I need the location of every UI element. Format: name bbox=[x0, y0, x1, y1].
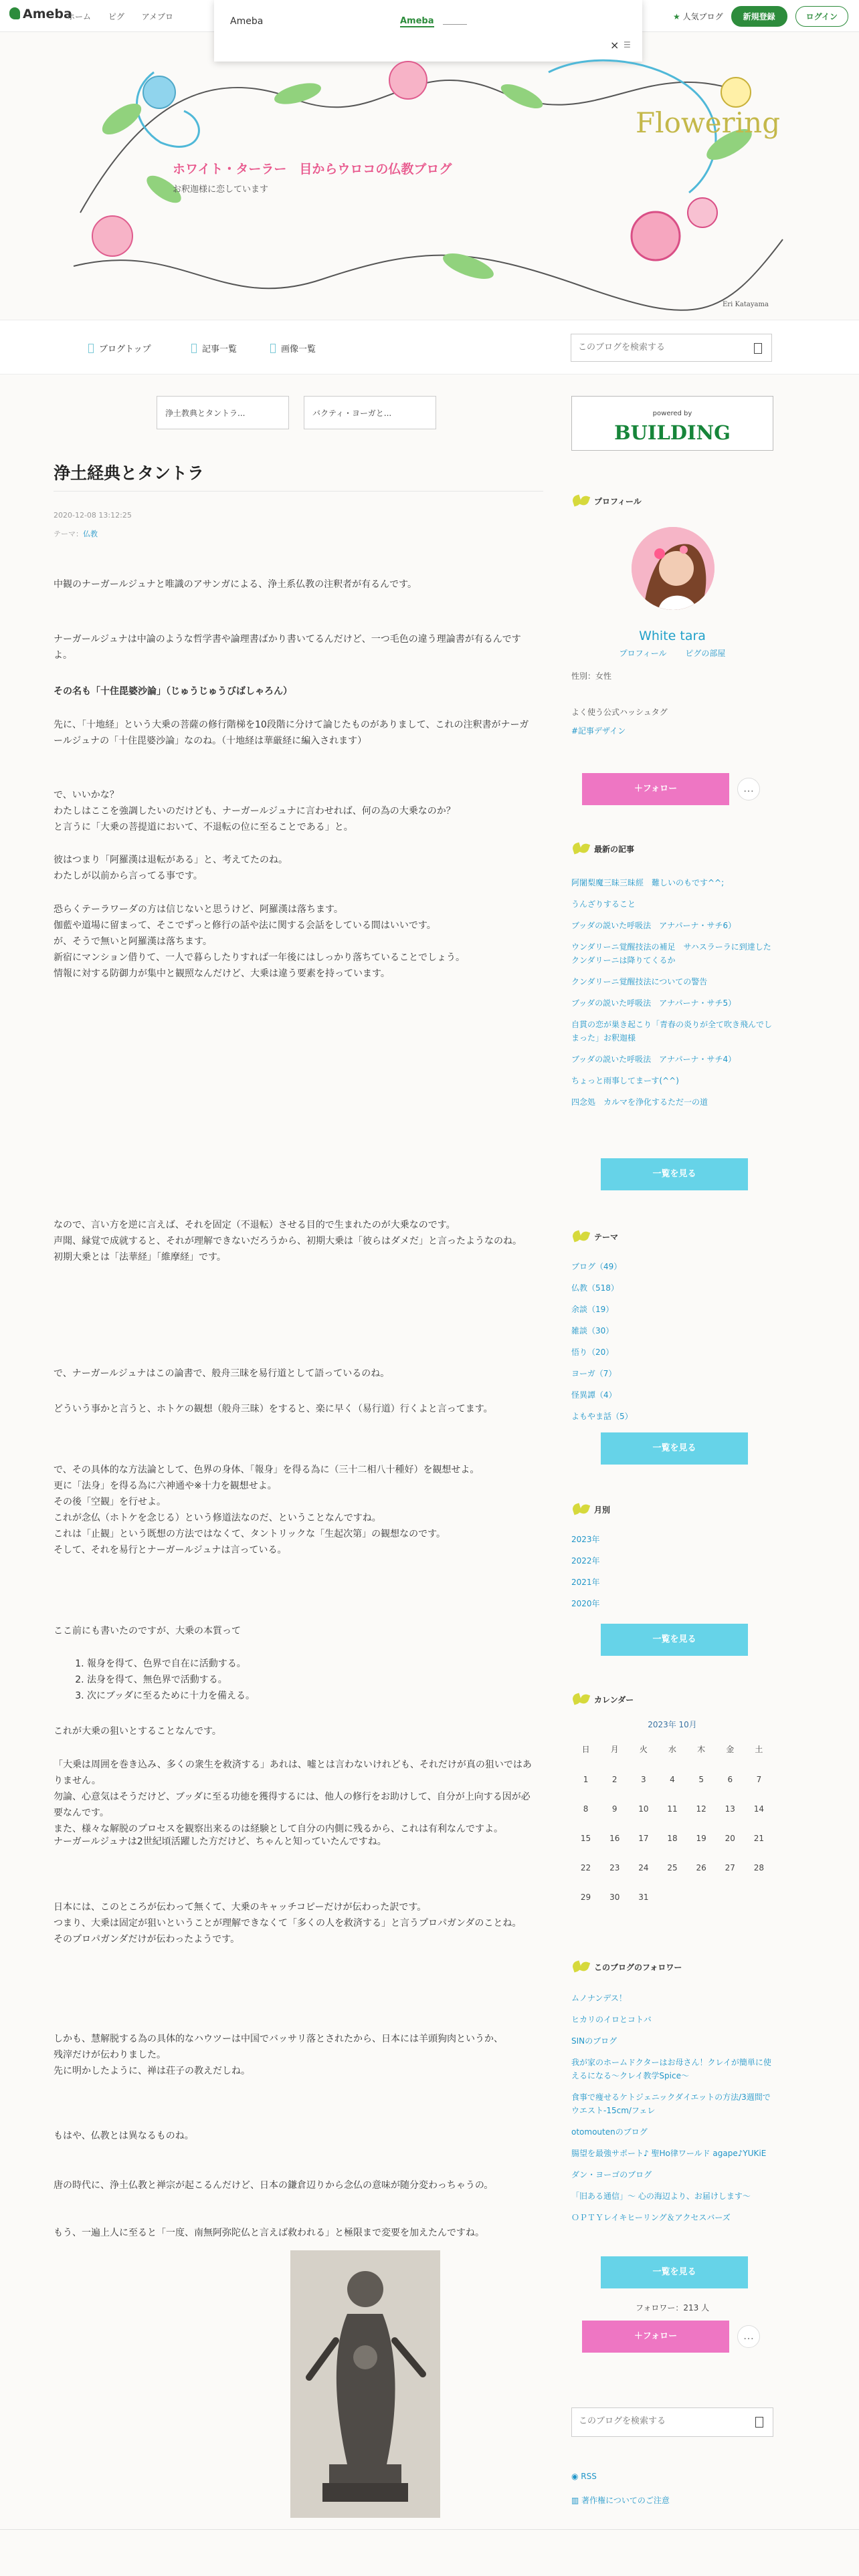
article-paragraph-15: ナーガールジュナは2世紀頃活躍した方だけど、ちゃんと知っていたんですね。 bbox=[54, 1836, 387, 1847]
calendar-day[interactable]: 26 bbox=[696, 1863, 706, 1872]
blog-title[interactable]: ホワイト・ターラー 目からウロコの仏教ブログ bbox=[173, 162, 452, 177]
hashtag-link[interactable]: #記事デザイン bbox=[571, 726, 626, 736]
calendar-day[interactable]: 21 bbox=[753, 1834, 765, 1843]
latest-article-link[interactable]: 阿闍梨魔三昧三昧經 難しいのもです^^; bbox=[571, 878, 725, 887]
weekday-mon: 月 bbox=[610, 1745, 619, 1754]
profile-heading bbox=[571, 495, 642, 507]
mahayana-list bbox=[63, 1656, 255, 1704]
copyright-notice-label: 著作権についてのご注意 bbox=[581, 2496, 670, 2505]
latest-articles-list bbox=[571, 876, 773, 1117]
calendar-day[interactable]: 2 bbox=[611, 1775, 617, 1784]
title-divider bbox=[54, 491, 543, 492]
powered-by-building[interactable] bbox=[571, 396, 773, 451]
login-button[interactable]: ログイン bbox=[795, 6, 848, 27]
theme-heading-text: テーマ bbox=[594, 1232, 619, 1242]
rss-label: RSS bbox=[581, 2472, 597, 2481]
blog-description: お釈迦様に恋しています bbox=[173, 185, 269, 195]
calendar-day[interactable]: 13 bbox=[725, 1804, 735, 1814]
calendar-day[interactable]: 16 bbox=[609, 1834, 620, 1843]
calendar-day[interactable]: 28 bbox=[753, 1863, 765, 1872]
calendar-day[interactable]: 1 bbox=[583, 1775, 589, 1784]
close-icon[interactable]: × bbox=[610, 39, 619, 51]
sidebar-search[interactable] bbox=[571, 2407, 773, 2437]
ameba-logo-icon bbox=[9, 7, 20, 19]
ameba-logo[interactable] bbox=[9, 7, 72, 21]
nav-blog-top-label: ブログトップ bbox=[99, 344, 151, 354]
follower-link[interactable]: ダン・ヨーゴのブログ bbox=[571, 2170, 652, 2179]
buddha-statue-image bbox=[290, 2250, 440, 2518]
signup-button[interactable]: 新規登録 bbox=[731, 6, 787, 27]
image-list-icon bbox=[270, 344, 276, 353]
calendar-heading bbox=[571, 1693, 634, 1705]
weekday-sun: 日 bbox=[581, 1745, 590, 1754]
ameba-brand: Ameba bbox=[23, 7, 72, 21]
month-link[interactable]: 2021年 bbox=[571, 1578, 600, 1587]
gender-info: 性別：女性 bbox=[571, 671, 612, 681]
month-link[interactable]: 2020年 bbox=[571, 1599, 600, 1608]
building-logo-text: BUILDING bbox=[614, 421, 731, 444]
statue-illustration bbox=[290, 2250, 440, 2518]
mahayana-list-item-3: 3. 次にブッダに至るために十力を備える。 bbox=[87, 1688, 255, 1704]
followers-list-button[interactable]: 一覧を見る bbox=[601, 2256, 748, 2288]
article-paragraph-14: 「大乗は周囲を巻き込み、多くの衆生を救済する」あれは、嘘とは言わないけれども、それだけが真の狙いではありません。 勿論、心意気はそうだけど、ブッダに至る功徳を獲得するには、他人の修行をお助けして、自分が上向する因が必要なんです。 また、様々な解脱のプロセスを観察出来るのは経験として自分の内側に残るから、これは有利なんですよ。 bbox=[54, 1759, 532, 1834]
header-art-title: Flowering bbox=[636, 106, 781, 139]
article-theme bbox=[54, 528, 98, 539]
follower-link[interactable]: SINのブログ bbox=[571, 2036, 617, 2046]
nav-image-list-label: 画像一覧 bbox=[281, 344, 316, 354]
search-icon[interactable] bbox=[754, 343, 762, 354]
article-paragraph-4: 先に、「十地経」という大乗の菩薩の修行階梯を10段階に分けて論じたものがありまして、これの注釈書がナーガールジュナの「十住毘婆沙論」なのね。（十地経は華厳経に編入されます） bbox=[54, 720, 529, 746]
month-link[interactable]: 2022年 bbox=[571, 1556, 600, 1566]
latest-article-link[interactable]: 自貫の恋が巣き起こり「青春の炎りが全て吹き飛んでしまった」お釈迦様 bbox=[571, 1020, 773, 1043]
calendar-day[interactable]: 17 bbox=[638, 1834, 649, 1843]
follower-link[interactable]: otomoutenのブログ bbox=[571, 2127, 648, 2137]
notice-icon: ▥ bbox=[571, 2496, 582, 2505]
article-paragraph-6: 彼はつまり「阿羅漢は退転がある」と、考えてたのね。 わたしが以前から言ってる事です。 bbox=[54, 855, 288, 881]
weekday-tue: 火 bbox=[639, 1745, 648, 1754]
article-paragraph-13: これが大乗の狙いとすることなんです。 bbox=[54, 1726, 221, 1737]
article-paragraph-3: その名も「十住毘婆沙論」（じゅうじゅうびばしゃろん） bbox=[54, 686, 292, 697]
article-paragraph-12: ここ前にも書いたのですが、大乗の本質って bbox=[54, 1626, 241, 1636]
nav-blog-top[interactable] bbox=[88, 342, 151, 354]
calendar-day[interactable]: 23 bbox=[609, 1863, 620, 1872]
article-paragraph-17: しかも、慧解脱する為の具体的なハウツーは中国でバッサリ落とされたから、日本には羊頭狗肉というか、 残滓だけが伝わりました。 先に明かしたように、禅は荘子の教えだしね。 bbox=[54, 2034, 503, 2076]
top-right-actions bbox=[673, 6, 848, 27]
latest-article-link[interactable]: ブッダの説いた呼吸法 アナパーナ・サチ6） bbox=[571, 921, 737, 930]
top-nav-home[interactable]: ホーム bbox=[67, 12, 92, 21]
calendar-day[interactable]: 31 bbox=[638, 1893, 649, 1902]
leaf-icon bbox=[571, 1230, 590, 1243]
calendar-day[interactable]: 9 bbox=[611, 1804, 617, 1814]
article-title: 浄土経典とタントラ bbox=[54, 463, 205, 483]
blog-search-input[interactable] bbox=[578, 342, 745, 352]
popular-blog-link[interactable] bbox=[673, 11, 723, 22]
theme-item-link[interactable]: 悟り（20） bbox=[571, 1348, 614, 1357]
article-list-icon bbox=[191, 344, 197, 353]
profile-links bbox=[571, 647, 773, 659]
follower-link[interactable]: ＯＰＴＹレイキヒーリング＆アクセスバーズ bbox=[571, 2213, 731, 2222]
star-icon: ★ bbox=[672, 12, 680, 21]
profile-heading-text: プロフィール bbox=[594, 497, 642, 506]
followers-heading bbox=[571, 1961, 682, 1973]
latest-articles-heading-text: 最新の記事 bbox=[594, 845, 635, 854]
search-icon[interactable] bbox=[755, 2417, 763, 2428]
followers-heading-text: このブログのフォロワー bbox=[594, 1963, 682, 1972]
calendar-day[interactable]: 5 bbox=[698, 1775, 704, 1784]
profile-avatar[interactable] bbox=[632, 527, 714, 610]
follower-link[interactable]: 食事で痩せるケトジェニックダイエットの方法/3週間でウエスト-15cm/フェレ bbox=[571, 2092, 771, 2115]
calendar-day[interactable]: 10 bbox=[638, 1804, 649, 1814]
related-article-2[interactable]: バクティ・ヨーガと... bbox=[304, 396, 436, 429]
theme-label: テーマ： bbox=[54, 530, 83, 538]
top-nav-pig[interactable]: ピグ bbox=[108, 12, 124, 21]
calendar-heading-text: カレンダー bbox=[594, 1695, 634, 1705]
article-paragraph-11: で、その具体的な方法論として、色界の身体、「報身」を得る為に（三十二相八十種好）を観想せよ。 更に「法身」を得る為に六神通や※十力を観想せよ。 その後「空観」を行せよ。 これが念仏（ホトケを念じる）という修道法なのだ、ということなんですね。 これは「止観」という既想の方法ではなくて、タントリックな「生起次第」の観想なのです。 そして、それを易行とナーガールジュナは言っている。 bbox=[54, 1465, 480, 1555]
leaf-icon bbox=[571, 843, 590, 855]
weekday-sat: 土 bbox=[755, 1745, 763, 1754]
theme-heading bbox=[571, 1230, 618, 1243]
theme-item-link[interactable]: ヨーガ（7） bbox=[571, 1369, 617, 1378]
calendar-day[interactable]: 4 bbox=[670, 1775, 675, 1784]
article-paragraph-18: もはや、仏教とは異なるものね。 bbox=[54, 2131, 194, 2141]
follower-link[interactable]: 「旧ある通信」〜 心の海辺より、お届けします〜 bbox=[571, 2191, 751, 2201]
popup-tab[interactable]: Ameba bbox=[400, 16, 434, 26]
month-link[interactable]: 2023年 bbox=[571, 1535, 600, 1544]
latest-article-link[interactable]: 四念処 カルマを浄化するただ一の道 bbox=[571, 1097, 708, 1107]
calendar-day[interactable]: 27 bbox=[725, 1863, 735, 1872]
calendar-day[interactable]: 30 bbox=[609, 1893, 620, 1902]
monthly-heading-text: 月別 bbox=[594, 1505, 611, 1515]
top-nav-ameblo[interactable]: アメブロ bbox=[141, 12, 173, 21]
popup-divider bbox=[443, 24, 467, 25]
follower-link[interactable]: ヒカリのイロとコトバ bbox=[571, 2015, 652, 2024]
latest-article-link[interactable]: ちょっと雨事してまーす(^^) bbox=[571, 1076, 679, 1085]
weekday-wed: 水 bbox=[668, 1745, 676, 1754]
latest-articles-heading bbox=[571, 843, 634, 855]
article-paragraph-20: もう、一遍上人に至ると「一度、南無阿弥陀仏と言えば救われる」と極限まで変要を加えたんですね。 bbox=[54, 2228, 484, 2238]
nav-image-list[interactable] bbox=[270, 342, 316, 354]
nav-article-list[interactable] bbox=[191, 342, 237, 354]
calendar-month: 2023年 10月 bbox=[648, 1720, 697, 1729]
mahayana-list-item-2: 2. 法身を得て、無色界で活動する。 bbox=[87, 1672, 255, 1688]
calendar-day[interactable]: 29 bbox=[580, 1893, 591, 1902]
article-paragraph-16: 日本には、このところが伝わって無くて、大乗のキャッチコピーだけが伝わった訳です。 つまり、大乗は固定が狙いということが理解できなくて「多くの人を救済する」と言うプロパガンダのことね。 そのプロパガンダだけが伝わったようです。 bbox=[54, 1902, 522, 1945]
article-paragraph-5: で、いいかな？ わたしはここを強調したいのだけども、ナーガールジュナに言わせれば、何の為の大乗なのか？ と言うに「大乗の菩提道において、不退転の位に至ることである」と。 bbox=[54, 790, 456, 833]
calendar-day[interactable]: 7 bbox=[756, 1775, 762, 1784]
article-paragraph-1: 中観のナーガールジュナと唯識のアサンガによる、浄土系仏教の注釈者が有るんです。 bbox=[54, 579, 417, 590]
calendar-day[interactable]: 20 bbox=[725, 1834, 735, 1843]
latest-article-link[interactable]: うんざりすること bbox=[571, 899, 636, 909]
latest-list-button[interactable]: 一覧を見る bbox=[601, 1158, 748, 1190]
follow-button[interactable]: ＋フォロー bbox=[582, 773, 729, 805]
theme-item-link[interactable]: 余談（19） bbox=[571, 1305, 614, 1314]
calendar-day[interactable]: 25 bbox=[667, 1863, 678, 1872]
latest-article-link[interactable]: ウンダリーニ覚醒技法の補足 サハスラーラに到達したクンダリーニは降りてくるか bbox=[571, 942, 771, 965]
rss-link[interactable] bbox=[571, 2472, 597, 2481]
artist-signature: Eri Katayama bbox=[723, 301, 769, 308]
calendar-day[interactable]: 22 bbox=[580, 1863, 591, 1872]
footer-divider bbox=[0, 2529, 859, 2530]
calendar-day[interactable]: 11 bbox=[667, 1804, 678, 1814]
article-paragraph-2: ナーガールジュナは中論のような哲学書や論理書ばかり書いてるんだけど、一つ毛色の違う理論書が有るんですよ。 bbox=[54, 634, 521, 661]
followers-list bbox=[571, 1992, 773, 2232]
calendar-day[interactable]: 12 bbox=[696, 1804, 706, 1814]
article-paragraph-10: どういう事かと言うと、ホトケの観想（般舟三昧）をすると、楽に早く（易行道）行くよと言ってます。 bbox=[54, 1404, 493, 1414]
related-article-boxes bbox=[157, 396, 436, 429]
latest-article-link[interactable]: ブッダの説いた呼吸法 アナパーナ・サチ5） bbox=[571, 998, 737, 1008]
theme-list-button[interactable]: 一覧を見る bbox=[601, 1432, 748, 1465]
avatar-portrait bbox=[632, 527, 714, 610]
nav-article-list-label: 記事一覧 bbox=[202, 344, 237, 354]
monthly-list bbox=[571, 1533, 773, 1618]
article-paragraph-9: で、ナーガールジュナはこの論書で、般舟三昧を易行道として語っているのね。 bbox=[54, 1368, 390, 1379]
monthly-list-button[interactable]: 一覧を見る bbox=[601, 1624, 748, 1656]
weekday-thu: 木 bbox=[697, 1745, 706, 1754]
related-article-1[interactable]: 浄土教典とタントラ... bbox=[157, 396, 289, 429]
popular-blog-label: 人気ブログ bbox=[682, 12, 723, 21]
leaf-icon bbox=[571, 1693, 590, 1705]
calendar bbox=[571, 1719, 773, 1902]
theme-item-link[interactable]: ブログ（49） bbox=[571, 1262, 622, 1271]
latest-article-link[interactable]: ブッダの説いた呼吸法 アナパーナ・サチ4） bbox=[571, 1055, 737, 1064]
theme-item-link[interactable]: よもやま話（5） bbox=[571, 1412, 633, 1421]
theme-item-link[interactable]: 仏教（518） bbox=[571, 1283, 619, 1293]
article-paragraph-8: なので、言い方を逆に言えば、それを固定（不退転）させる目的で生まれたのが大乗なのです。 声聞、縁覚で成就すると、それが理解できないだろうから、初期大乗は「彼らはダメだ」と言ったようなのね。 初期大乗とは「法華経」「維摩経」です。 bbox=[54, 1220, 522, 1263]
powered-small-text: powered by bbox=[652, 410, 692, 417]
article-paragraph-19: 唐の時代に、浄土仏教と禅宗が起こるんだけど、日本の鎌倉辺りから念仏の意味が随分変わっちゃうの。 bbox=[54, 2180, 494, 2191]
article-paragraph-7: 恐らくテーラワーダの方は信じないと思うけど、阿羅漢は落ちます。 伽藍や道場に留まって、そこでずっと修行の話や法に関する会話をしている間はいいです。 が、そうで無いと阿羅漢は落ちます。 新宿にマンション借りて、一人で暮らしたりすれば一年後にはしっかり落ちていることでしょう。 情報に対する防御力が集中と観照なんだけど、大乗は違う要素を持っています。 bbox=[54, 904, 465, 979]
calendar-day[interactable]: 18 bbox=[667, 1834, 678, 1843]
theme-list bbox=[571, 1260, 773, 1431]
blog-navigation bbox=[0, 320, 859, 374]
weekday-fri: 金 bbox=[726, 1745, 735, 1754]
top-navigation bbox=[67, 11, 188, 22]
follow-button-bottom[interactable]: ＋フォロー bbox=[582, 2321, 729, 2353]
latest-article-link[interactable]: クンダリーニ覚醒技法についての警告 bbox=[571, 977, 708, 986]
menu-icon[interactable]: ☰ bbox=[624, 40, 631, 49]
theme-item-link[interactable]: 怪異譚（4） bbox=[571, 1390, 617, 1400]
profile-link[interactable]: プロフィール bbox=[619, 649, 667, 658]
calendar-day[interactable]: 19 bbox=[696, 1834, 706, 1843]
article-date: 2020-12-08 13:12:25 bbox=[54, 511, 132, 520]
sidebar-search-input[interactable] bbox=[579, 2416, 746, 2426]
more-options-button[interactable]: … bbox=[737, 778, 760, 800]
theme-item-link[interactable]: 雑談（30） bbox=[571, 1326, 614, 1335]
leaf-icon bbox=[571, 1503, 590, 1515]
calendar-day[interactable]: 8 bbox=[583, 1804, 589, 1814]
blog-top-icon bbox=[88, 344, 94, 353]
follower-link[interactable]: ムノナンデス！ bbox=[571, 1994, 627, 2003]
blog-search[interactable] bbox=[571, 334, 772, 362]
rss-icon: ◉ bbox=[571, 2472, 581, 2481]
profile-name[interactable]: White tara bbox=[639, 629, 706, 643]
header-flower-illustration bbox=[60, 45, 799, 313]
pig-room-link[interactable]: ピグの部屋 bbox=[685, 649, 726, 658]
calendar-day[interactable]: 15 bbox=[580, 1834, 591, 1843]
popup-brand: Ameba bbox=[230, 16, 264, 27]
followers-count: フォロワー：213 人 bbox=[636, 2303, 710, 2313]
leaf-icon bbox=[571, 495, 590, 507]
calendar-day[interactable]: 3 bbox=[641, 1775, 646, 1784]
copyright-notice-link[interactable] bbox=[571, 2494, 670, 2506]
theme-link[interactable]: 仏教 bbox=[83, 530, 98, 538]
more-options-button-bottom[interactable]: … bbox=[737, 2325, 760, 2348]
hashtag-heading: よく使う公式ハッシュタグ bbox=[571, 708, 668, 717]
follower-link[interactable]: 我が家のホームドクターはお母さん！クレイが簡単に使えるになる〜クレイ教学Spice〜 bbox=[571, 2058, 771, 2080]
calendar-day[interactable]: 6 bbox=[727, 1775, 733, 1784]
mahayana-list-item-1: 1. 報身を得て、色界で自在に活動する。 bbox=[87, 1656, 255, 1672]
leaf-icon bbox=[571, 1961, 590, 1973]
monthly-heading bbox=[571, 1503, 610, 1515]
calendar-day[interactable]: 14 bbox=[753, 1804, 765, 1814]
calendar-grid bbox=[571, 1743, 773, 1902]
calendar-day[interactable]: 24 bbox=[638, 1863, 649, 1872]
follower-link[interactable]: 腸望を最強サポート♪ 聖Ho律ワールド agape♪YUKiE bbox=[571, 2149, 767, 2158]
